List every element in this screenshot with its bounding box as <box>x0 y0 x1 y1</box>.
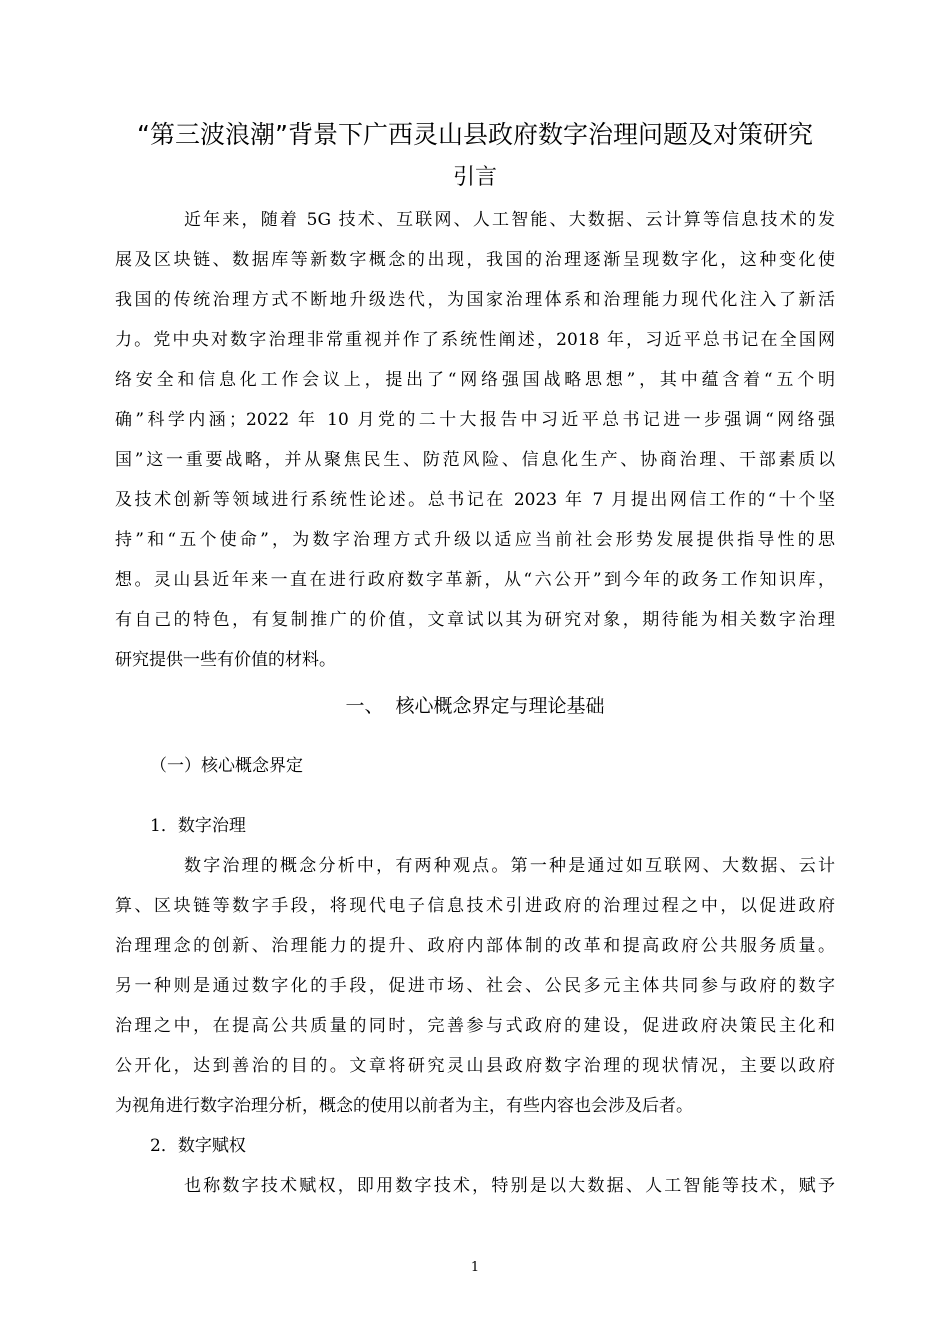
intro-paragraph-line: 研究提供一些有价值的材料。 <box>115 650 336 670</box>
intro-paragraph-line: 近年来，随着 5G 技术、互联网、人工智能、大数据、云计算等信息技术的发 <box>184 210 835 230</box>
intro-paragraph-line: 想。灵山县近年来一直在进行政府数字革新，从“六公开”到今年的政务工作知识库， <box>115 570 835 590</box>
intro-paragraph-line: 国”这一重要战略，并从聚焦民生、防范风险、信息化生产、协商治理、干部素质以 <box>115 450 835 470</box>
item2-paragraph-line: 也称数字技术赋权，即用数字技术，特别是以大数据、人工智能等技术，赋予 <box>184 1176 835 1196</box>
document-title: “第三波浪潮”背景下广西灵山县政府数字治理问题及对策研究 <box>137 120 813 149</box>
introduction-heading: 引言 <box>452 165 497 190</box>
intro-paragraph-line: 力。党中央对数字治理非常重视并作了系统性阐述，2018 年，习近平总书记在全国网 <box>115 330 835 350</box>
item-heading-digital-governance: 1．数字治理 <box>150 816 246 836</box>
item1-paragraph-line: 治理理念的创新、治理能力的提升、政府内部体制的改革和提高政府公共服务质量。 <box>115 936 835 956</box>
subsection-heading: （一）核心概念界定 <box>150 756 303 776</box>
intro-paragraph-line: 有自己的特色，有复制推广的价值，文章试以其为研究对象，期待能为相关数字治理 <box>115 610 835 630</box>
item1-paragraph-line: 算、区块链等数字手段，将现代电子信息技术引进政府的治理过程之中，以促进政府 <box>115 896 835 916</box>
intro-paragraph-line: 持”和“五个使命”，为数字治理方式升级以适应当前社会形势发展提供指导性的思 <box>115 530 835 550</box>
intro-paragraph-line: 展及区块链、数据库等新数字概念的出现，我国的治理逐渐呈现数字化，这种变化使 <box>115 250 835 270</box>
page-number: 1 <box>470 1260 480 1275</box>
item1-paragraph-line: 为视角进行数字治理分析，概念的使用以前者为主，有些内容也会涉及后者。 <box>115 1096 693 1116</box>
section-heading: 一、 核心概念界定与理论基础 <box>345 695 605 717</box>
item1-paragraph-line: 数字治理的概念分析中，有两种观点。第一种是通过如互联网、大数据、云计 <box>184 856 835 876</box>
intro-paragraph-line: 确”科学内涵；2022 年 10 月党的二十大报告中习近平总书记进一步强调“网络强 <box>115 410 835 430</box>
item-heading-digital-empowerment: 2．数字赋权 <box>150 1136 246 1156</box>
item1-paragraph-line: 另一种则是通过数字化的手段，促进市场、社会、公民多元主体共同参与政府的数字 <box>115 976 835 996</box>
item1-paragraph-line: 公开化，达到善治的目的。文章将研究灵山县政府数字治理的现状情况，主要以政府 <box>115 1056 835 1076</box>
intro-paragraph-line: 我国的传统治理方式不断地升级迭代，为国家治理体系和治理能力现代化注入了新活 <box>115 290 835 310</box>
item1-paragraph-line: 治理之中，在提高公共质量的同时，完善参与式政府的建设，促进政府决策民主化和 <box>115 1016 835 1036</box>
intro-paragraph-line: 及技术创新等领域进行系统性论述。总书记在 2023 年 7 月提出网信工作的“十个坚 <box>115 490 835 510</box>
intro-paragraph-line: 络安全和信息化工作会议上，提出了“网络强国战略思想”，其中蕴含着“五个明 <box>115 370 835 390</box>
